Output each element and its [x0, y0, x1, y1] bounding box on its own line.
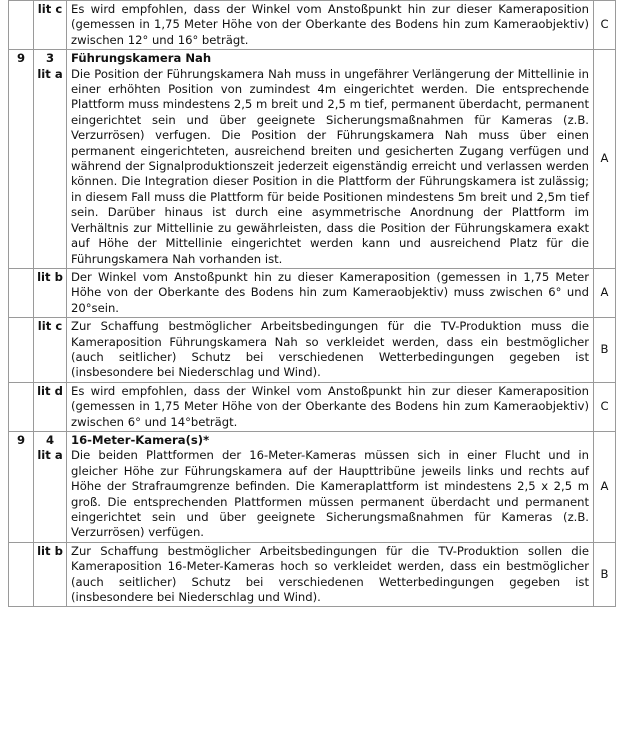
- section-title: 16-Meter-Kamera(s)*: [71, 432, 210, 447]
- text-cell: [67, 431, 594, 542]
- category-cell: A: [594, 431, 616, 542]
- section-cell: 9: [9, 50, 34, 269]
- category-cell: C: [594, 382, 616, 431]
- table-row: [9, 1, 616, 50]
- section-title: Führungskamera Nah: [71, 51, 212, 66]
- item-number: 3: [45, 51, 55, 66]
- lit-label: lit a: [37, 448, 63, 463]
- requirements-table: [8, 0, 616, 607]
- section-cell: 9: [9, 431, 34, 542]
- category-cell: A: [594, 268, 616, 317]
- item-cell: [34, 382, 67, 431]
- item-cell: [34, 318, 67, 383]
- section-cell: [9, 268, 34, 317]
- category-cell: B: [594, 318, 616, 383]
- item-number: 4: [45, 432, 55, 447]
- lit-label: lit c: [37, 2, 63, 16]
- text-cell: Es wird empfohlen, dass der Winkel vom Anstoßpunkt hin zur dieser Kameraposition (gemessen in 1,75 Meter Höhe von der Oberkante des Bodens hin zum Kameraobjektiv) zwischen 12° und 16° beträgt.: [67, 1, 594, 50]
- lit-label: lit a: [37, 66, 63, 81]
- requirement-text: Die Position der Führungskamera Nah muss in ungefährer Verlängerung der Mittellinie in einer erhöhten Position von zumindest 4m eingerichtet werden. Die entsprechende Plattform muss mindestens 2,5 m breit und 2,5 m tief, permanent überdacht, permanent eingerichtet sein und über geeignete Sicherungsmaßnahmen für Kameras (z.B. Verzurrösen) verfugen. Die Position der Führungskamera Nah muss über einen permanent eingerichteten, ausreichend breiten und gesicherten Zugang verfügen und während der Signalproduktionszeit jederzeit eigenständig erreicht und verlassen werden können. Die Integration dieser Position in die Plattform der Führungskamera ist zulässig; in diesem Fall muss die Plattform für beide Positionen mindestens 5m breit und 2,5m tief sein. Darüber hinaus ist durch eine asymmetrische Anordnung der Plattform im Verhältnis zur Mittellinie zu gewährleisten, dass die Position der Führungskamera exakt auf Höhe der Mittellinie eingerichtet werden kann und ausreichend Platz für die Führungskamera Nah vorhanden ist.: [71, 66, 589, 266]
- section-cell: [9, 318, 34, 383]
- lit-label: lit b: [37, 269, 63, 284]
- item-cell: [34, 431, 67, 542]
- lit-label: lit b: [37, 543, 63, 558]
- text-cell: Der Winkel vom Anstoßpunkt hin zu dieser Kameraposition (gemessen in 1,75 Meter Höhe von der Oberkante des Bodens hin zum Kameraobjektiv) muss zwischen 6° und 20°sein.: [67, 268, 594, 317]
- table-row: [9, 382, 616, 431]
- section-cell: [9, 1, 34, 50]
- table-row: [9, 431, 616, 542]
- section-cell: [9, 542, 34, 607]
- category-cell: B: [594, 542, 616, 607]
- text-cell: Zur Schaffung bestmöglicher Arbeitsbedingungen für die TV-Produktion sollen die Kameraposition 16-Meter-Kameras hoch so verkleidet werden, dass ein bestmöglicher (auch seitlicher) Schutz bei verschiedenen Wetterbedingungen gegeben ist (insbesondere bei Niederschlag und Wind).: [67, 542, 594, 607]
- table-row: [9, 50, 616, 269]
- requirements-table-container: [8, 0, 616, 607]
- lit-label: lit d: [37, 383, 63, 398]
- lit-label: lit c: [37, 319, 63, 334]
- text-cell: [67, 50, 594, 269]
- item-cell: [34, 542, 67, 607]
- item-cell: [34, 268, 67, 317]
- item-cell: [34, 1, 67, 50]
- text-cell: Es wird empfohlen, dass der Winkel vom Anstoßpunkt hin zur dieser Kameraposition (gemessen in 1,75 Meter Höhe von der Oberkante des Bodens hin zum Kameraobjektiv) zwischen 6° und 14°beträgt.: [67, 382, 594, 431]
- text-cell: Zur Schaffung bestmöglicher Arbeitsbedingungen für die TV-Produktion muss die Kameraposition Führungskamera Nah so verkleidet werden, dass ein bestmöglicher (auch seitlicher) Schutz bei verschiedenen Wetterbedingungen gegeben ist (insbesondere bei Niederschlag und Wind).: [67, 318, 594, 383]
- table-row: [9, 542, 616, 607]
- category-cell: C: [594, 1, 616, 50]
- table-row: [9, 318, 616, 383]
- section-cell: [9, 382, 34, 431]
- category-cell: A: [594, 50, 616, 269]
- table-row: [9, 268, 616, 317]
- item-cell: [34, 50, 67, 269]
- requirement-text: Die beiden Plattformen der 16-Meter-Kameras müssen sich in einer Flucht und in gleicher Höhe zur Führungskamera auf der Haupttribüne jeweils links und rechts auf Höhe der Strafraumgrenze befinden. Die Kameraplattform ist mindestens 2,5 x 2,5 m groß. Die entsprechenden Plattformen müssen permanent überdacht und permanent eingerichtet sein und über geeignete Sicherungsmaßnahmen für Kameras (z.B. Verzurrösen) verfügen.: [71, 448, 589, 540]
